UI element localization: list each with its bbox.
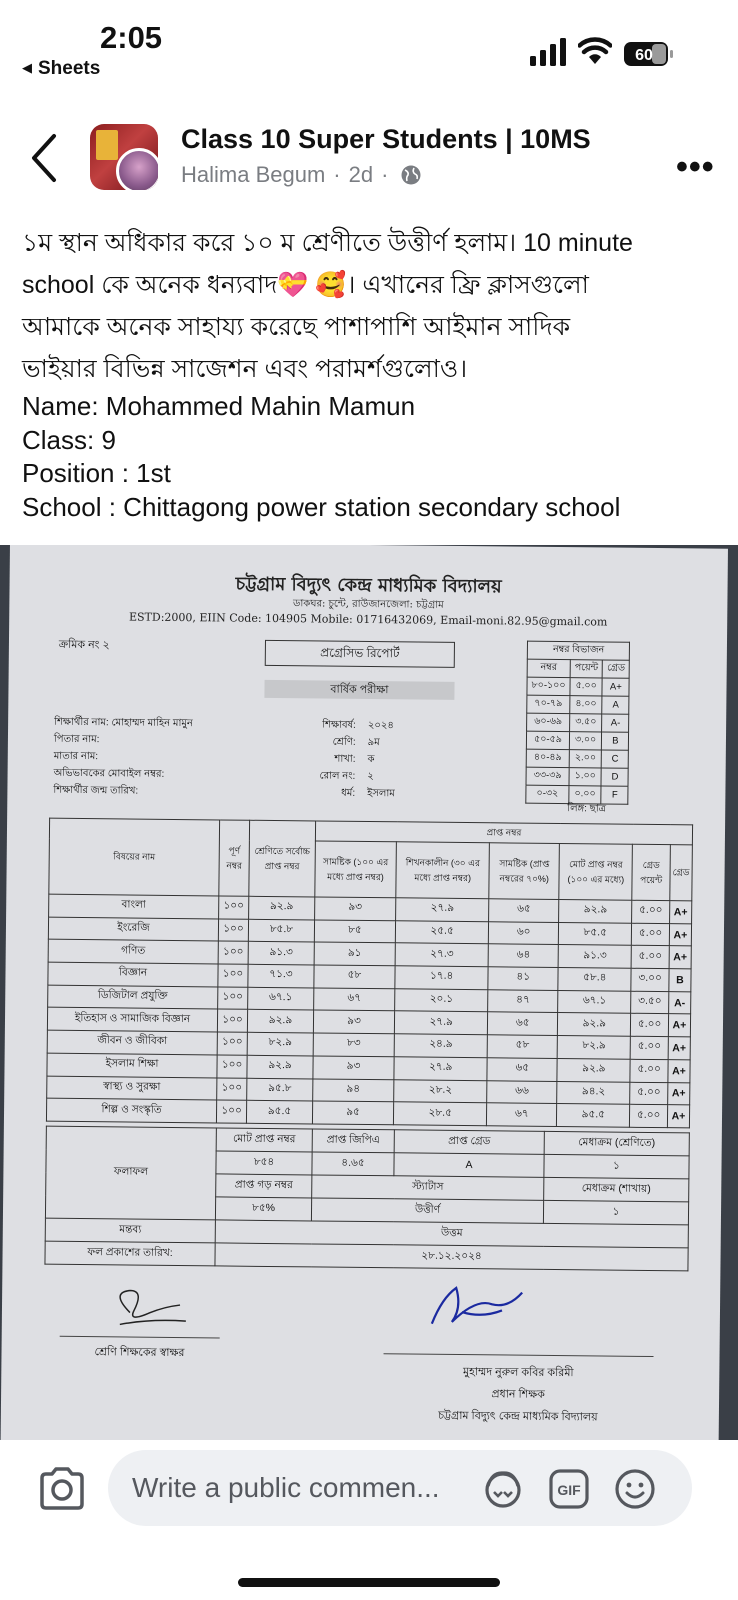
marks-cell: ২৭.৯ [394,1011,487,1035]
post-text-line: school কে অনেক ধন্যবাদ💝 🥰। এখানের ফ্রি ক্লাসগুলো [22,271,589,299]
grade-scale-cell: D [601,768,628,786]
post-text-line: আমাকে অনেক সাহায্য করেছে পাশাপাশি আইমান সাদিক [22,313,571,341]
guardian-mobile-field: অভিভাবকের মোবাইল নম্বর: [53,767,165,780]
publish-date-value: ২৮.১২.২০২৪ [215,1243,688,1271]
student-info-right [319,716,416,802]
avatar-sticker-icon[interactable] [482,1468,524,1510]
marks-cell: ৯৩ [313,1010,394,1034]
marks-cell: ১০০ [217,1055,247,1078]
marks-cell: ১০০ [217,1032,247,1055]
report-title: প্রগ্রেসিভ রিপোর্ট [265,640,455,668]
gpa-value: ৪.৬৫ [312,1152,394,1176]
marks-cell: B [669,969,691,992]
marks-cell: A+ [669,923,691,946]
meta-separator: · [381,162,389,187]
subject-name: ইতিহাস ও সামাজিক বিজ্ঞান [47,1008,217,1032]
marks-cell: ৬০ [489,921,559,944]
grade-scale-cell: ৩.০০ [569,732,602,750]
field-value: ক [367,753,375,766]
result-label: ফলাফল [45,1126,216,1220]
marks-cell: ৬৫ [487,1058,557,1081]
marks-header: বিষয়ের নাম [49,818,220,896]
grade-scale-cell: ৩৩-৩৯ [526,767,569,785]
marks-cell: A+ [668,1014,690,1037]
marks-cell: A+ [669,946,691,969]
marks-cell: ৮২.৯ [557,1036,630,1059]
marks-cell: ৯২.৯ [247,1055,313,1078]
marks-header: মোট প্রাপ্ত নম্বর (১০০ এর মধ্যে) [559,844,633,901]
subject-name: ডিজিটাল প্রযুক্তি [48,985,218,1009]
exam-name: বার্ষিক পরীক্ষা [264,680,454,700]
marks-cell: ৫.০০ [630,1104,668,1127]
head-teacher-name: মুহাম্মদ নুরুল কবির করিমী [383,1353,653,1385]
svg-text:GIF: GIF [557,1482,581,1498]
marks-header: গ্রেড পয়েন্ট [632,844,670,900]
comment-bar [0,1440,738,1600]
summary-label: মোট প্রাপ্ত নম্বর [216,1128,312,1152]
field-label: শ্রেণি: [332,736,356,748]
class-teacher-signature [100,1282,191,1333]
subject-name: বাংলা [49,894,219,918]
marks-cell: ৮৩ [313,1033,394,1057]
clock: 2:05 [100,20,163,55]
marks-cell: ৫৮ [314,965,395,989]
meta-separator: · [333,162,341,187]
merit-class-value: ১ [544,1154,689,1179]
grade-scale-cell: ২.০০ [569,750,602,768]
marks-cell: ৯১.৩ [248,942,314,965]
marks-cell: ২৭.৩ [395,943,488,967]
marks-cell: ৯১ [314,942,395,966]
result-summary-table [44,1126,689,1272]
marks-cell: ৯৫.৫ [247,1100,313,1123]
marks-cell: ৬৭.১ [558,990,631,1013]
marks-cell: ৫৮ [487,1035,557,1058]
grade-value: A [394,1153,544,1178]
marks-cell: ৫.০০ [631,1036,669,1059]
wifi-icon [578,36,612,66]
grade-scale-cell: ৭০-৭৯ [527,695,570,713]
marks-cell: ৫.০০ [630,1082,668,1105]
grade-scale-cell: A [602,696,629,714]
grade-scale-header: নম্বর বিভাজন [527,641,630,660]
summary-label: মেধাক্রম (শ্রেণিতে) [544,1131,689,1156]
post-photo[interactable] [0,545,738,1440]
student-position-line: Position : 1st [22,458,171,488]
subject-name: ইংরেজি [48,917,218,941]
emoji-icon[interactable] [614,1468,656,1510]
marks-cell: ২০.১ [395,989,488,1013]
grade-scale-cell: ১.০০ [569,768,602,786]
grade-scale-col: গ্রেড [602,660,629,678]
marks-cell: ৭১.৩ [248,964,314,987]
marks-cell: A+ [669,901,691,924]
post-text-line: ভাইয়ার বিভিন্ন সাজেশন এবং পরামর্শগুলোও। [22,355,468,383]
marks-cell: A+ [668,1059,690,1082]
publish-date-label: ফল প্রকাশের তারিখ: [45,1241,215,1266]
marks-cell: ৫.০০ [632,900,670,923]
marks-cell: ৯২.৯ [249,896,315,919]
back-to-app-link[interactable] [22,58,100,80]
marks-cell: ৯২.৯ [558,1013,631,1036]
field-value: ২০২৪ [367,719,394,732]
marks-cell: ২৭.৯ [396,898,489,922]
marks-header: শ্রেণিতে সর্বোচ্চ প্রাপ্ত নম্বর [249,820,316,897]
average-value: ৮৫% [215,1197,311,1221]
father-name-field: পিতার নাম: [53,733,100,746]
marks-cell: A+ [667,1105,689,1128]
summary-label: প্রাপ্ত গ্রেড [394,1130,544,1155]
remark-value: উত্তম [215,1220,688,1248]
marks-cell: ৮২.৯ [247,1032,313,1055]
marks-cell: ১০০ [218,964,248,987]
marks-cell: ২৮.২ [394,1079,487,1103]
marks-cell: ৯৫ [312,1101,393,1125]
marks-cell: ৯২.৯ [247,1010,313,1033]
marks-cell: ৯৫.৫ [557,1104,630,1127]
field-label: রোল নং: [319,770,356,782]
marks-cell: ৯৩ [314,897,395,921]
total-marks-value: ৮৫৪ [216,1151,312,1175]
marks-cell: ১৭.৪ [395,966,488,990]
marks-cell: ৯২.৯ [559,900,632,923]
group-name[interactable]: Class 10 Super Students | 10MS [181,124,591,154]
marks-cell: ৪১ [488,967,558,990]
marks-cell: ১০০ [218,987,248,1010]
author-avatar[interactable] [116,148,158,190]
marks-cell: ৯১.৩ [558,945,631,968]
post-text-line: ১ম স্থান অধিকার করে ১০ ম শ্রেণীতে উত্তীর্ণ হলাম। 10 minute [22,229,633,257]
marks-cell: ২৭.৯ [394,1057,487,1081]
marks-cell: ২৮.৫ [394,1102,487,1126]
school-title: চট্টগ্রাম বিদ্যুৎ কেন্দ্র মাধ্যমিক বিদ্যালয় [235,573,502,598]
status-value: উত্তীর্ণ [311,1198,543,1223]
battery-icon [624,42,674,66]
marks-header: সামষ্টিক (১০০ এর মধ্যে প্রাপ্ত নম্বর) [315,841,397,898]
grade-scale-cell: C [602,750,629,768]
grade-scale-col: পয়েন্ট [570,660,603,678]
marks-cell: ১০০ [217,1009,247,1032]
comment-input[interactable] [108,1450,692,1526]
head-teacher-title: প্রধান শিক্ষক [491,1388,545,1401]
grade-scale-cell: A+ [602,678,629,696]
marks-cell: ৬৫ [489,899,559,922]
remark-label: মন্তব্য [45,1218,215,1243]
globe-icon [400,164,422,186]
group-avatar[interactable] [90,124,158,190]
grade-scale-cell: ৫.০০ [570,678,603,696]
post-meta [181,162,422,188]
head-teacher-sign-block [383,1297,654,1429]
grade-scale-cell: ৩.৫০ [570,714,603,732]
field-value: ৯ম [367,736,380,749]
marks-cell: ২৪.৯ [394,1034,487,1058]
student-name-field: শিক্ষার্থীর নাম: মোহাম্মদ মাহিন মামুন [54,716,193,730]
subject-name: জীবন ও জীবিকা [47,1030,217,1054]
sex-field: লিঙ্গ: ছাত্র [567,803,607,815]
grade-scale-cell: ৬০-৬৯ [527,713,570,731]
grade-scale-col: নম্বর [527,659,570,677]
marks-cell: ৩.৫০ [631,991,669,1014]
back-app-label: Sheets [38,58,101,79]
marks-cell: ৬৭ [487,1103,557,1126]
marks-cell: ৯৪.২ [557,1081,630,1104]
class-teacher-sign-block [59,1332,219,1364]
marks-cell: ৮৫.৮ [248,919,314,942]
author-name[interactable]: Halima Begum [181,162,326,187]
back-chevron-icon[interactable] [28,132,60,184]
merit-section-value: ১ [543,1200,688,1225]
summary-label: প্রাপ্ত জিপিএ [312,1129,394,1153]
book-graphic-icon [96,130,118,160]
class-teacher-sign-label: শ্রেণি শিক্ষকের স্বাক্ষর [59,1336,219,1364]
subject-name: শিল্প ও সংস্কৃতি [46,1098,216,1122]
post-body [22,222,722,524]
birth-date-field: শিক্ষার্থীর জন্ম তারিখ: [53,784,139,797]
field-label: ধর্ম: [341,787,356,799]
student-info-left [53,714,193,800]
marks-cell: ৩.০০ [631,968,669,991]
post-age[interactable]: 2d [348,162,374,187]
subject-name: বিজ্ঞান [48,962,218,986]
marks-cell: ৫৮.৪ [558,968,631,991]
marks-cell: ৫.০০ [631,946,669,969]
marks-cell: ৬৬ [487,1080,557,1103]
student-school-line: School : Chittagong power station secondary school [22,491,621,522]
post-header [0,118,738,198]
summary-label: স্ট্যাটাস [312,1175,544,1200]
grade-scale-cell: ৪০-৪৯ [526,749,569,767]
field-label: শিক্ষাবর্ষ: [322,719,356,731]
subject-name: স্বাস্থ্য ও সুরক্ষা [47,1076,217,1100]
field-value: ২ [367,770,374,783]
grade-scale-table [525,641,630,805]
marks-cell: ৬৭.১ [248,987,314,1010]
field-value: ইসলাম [367,787,395,800]
marks-cell: A+ [668,1037,690,1060]
status-bar [0,0,738,92]
marks-cell: ১০০ [216,1100,246,1123]
summary-label: প্রাপ্ত গড় নম্বর [216,1174,312,1198]
mother-name-field: মাতার নাম: [53,750,99,763]
marks-cell: ৬৫ [488,1012,558,1035]
school-address: ডাকঘর: চুন্টে, রাউজানজেলা: চট্টগ্রাম [292,598,444,611]
grade-scale-cell: ০.০০ [569,786,602,804]
grade-scale-cell: ০-৩২ [526,785,569,803]
head-teacher-school: চট্টগ্রাম বিদ্যুৎ কেন্দ্র মাধ্যমিক বিদ্যালয় [438,1409,598,1424]
marks-cell: ৯৪ [313,1078,394,1102]
home-indicator [238,1578,500,1587]
marks-header: পূর্ণ নম্বর [219,820,250,896]
battery-level: 60 [635,47,653,64]
camera-icon[interactable] [38,1466,86,1510]
gif-icon[interactable] [548,1468,590,1510]
marks-header: শিখনকালীন (৩০ এর মধ্যে প্রাপ্ত নম্বর) [396,842,490,899]
marks-cell: ৮৫.৫ [559,922,632,945]
marks-cell: ৫.০০ [630,1059,668,1082]
grade-scale-cell: ৮০-১০০ [527,677,570,695]
marks-cell: ৫.০০ [632,923,670,946]
marks-cell: ২৫.৫ [395,920,488,944]
summary-label: মেধাক্রম (শাখায়) [544,1177,689,1202]
serial-number: ক্রমিক নং ২ [58,638,110,652]
marks-cell: ৮৫ [314,920,395,944]
marks-cell: ৬৭ [314,988,395,1012]
marks-cell: A- [669,991,691,1014]
grade-scale-cell: F [601,786,628,804]
grade-scale-cell: ৪.০০ [570,696,603,714]
marks-header: গ্রেড [670,845,693,901]
more-options-button[interactable]: ••• [676,148,715,186]
marks-cell: A+ [668,1082,690,1105]
marks-header-group: প্রাপ্ত নম্বর [315,821,692,845]
student-name-line: Name: Mohammed Mahin Mamun [22,391,416,421]
marks-cell: ১০০ [218,919,248,942]
marks-cell: ৬৪ [488,944,558,967]
marks-cell: ৯২.৯ [557,1058,630,1081]
marks-header: সামষ্টিক (প্রাপ্ত নম্বরের ৭০%) [489,843,560,900]
marks-table [46,818,693,1129]
student-class-line: Class: 9 [22,424,116,455]
marks-cell: ৯৩ [313,1056,394,1080]
marks-cell: ১০০ [217,1077,247,1100]
grade-scale-cell: A- [602,714,629,732]
marks-cell: ১০০ [219,896,249,919]
field-label: শাখা: [334,753,356,765]
back-triangle-icon: ◀ [22,60,32,75]
marks-cell: ৫.০০ [631,1014,669,1037]
cellular-signal-icon [530,38,568,66]
grade-scale-cell: ৫০-৫৯ [526,731,569,749]
marks-cell: ৯৫.৮ [247,1078,313,1101]
marks-cell: ১০০ [218,941,248,964]
marks-cell: ৪৭ [488,990,558,1013]
report-card-sheet [1,545,728,1440]
grade-scale-cell: B [602,732,629,750]
school-estd-line: ESTD:2000, EIIN Code: 104905 Mobile: 01716432069, Email-moni.82.95@gmail.com [128,610,608,629]
comment-placeholder: Write a public commen... [132,1472,440,1503]
subject-name: গণিত [48,940,218,964]
subject-name: ইসলাম শিক্ষা [47,1053,217,1077]
